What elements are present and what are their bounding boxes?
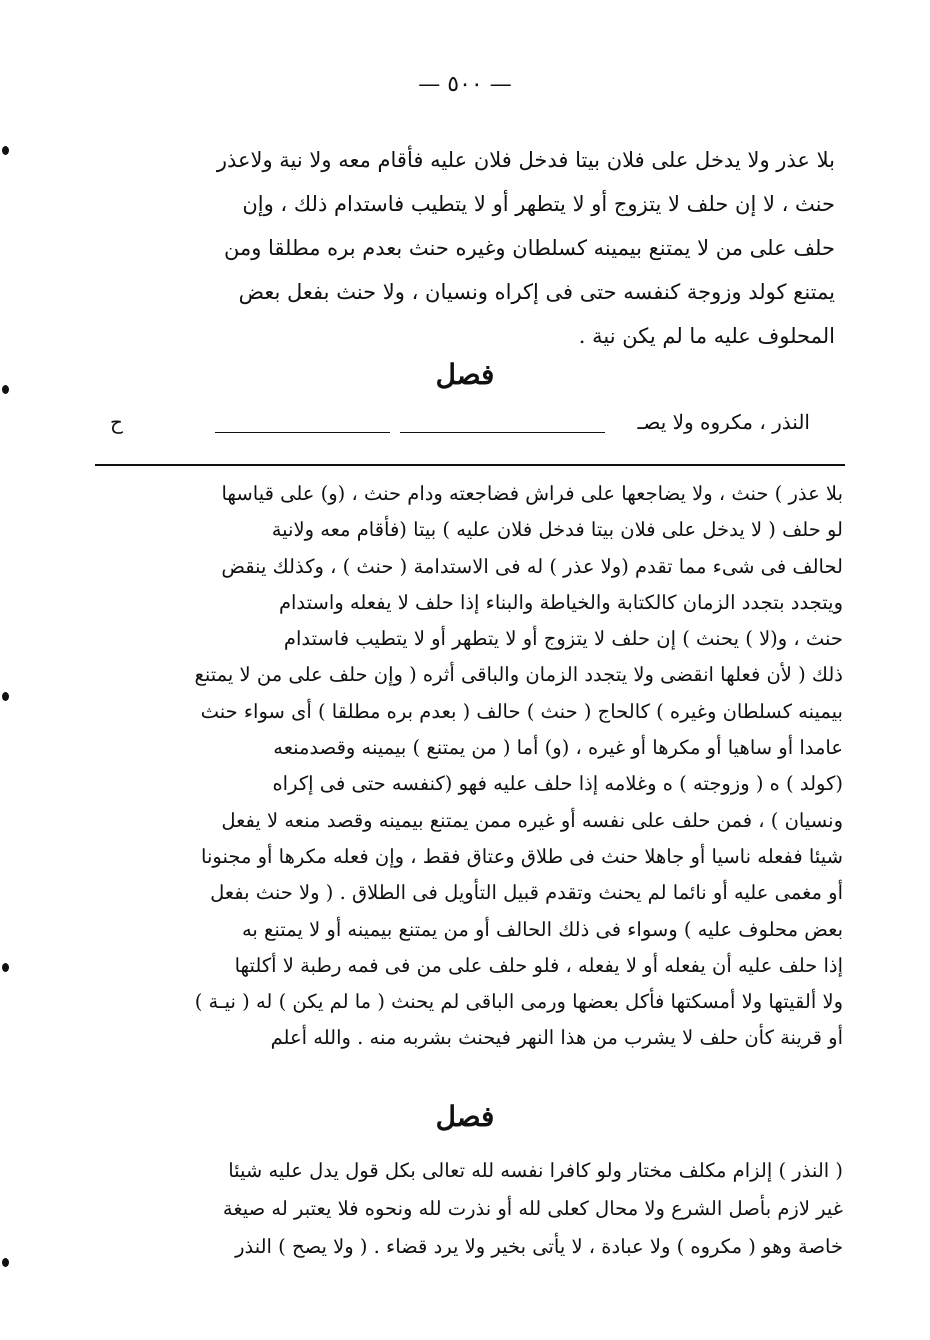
sharh-line: إذا حلف عليه أن يفعله أو لا يفعله ، فلو حلف على من فى فمه رطبة لا أكلتها xyxy=(234,953,843,977)
sharh-line: عامدا أو ساهيا أو مكرها أو غيره ، (و) أما ( من يمتنع ) بيمينه وقصدمنعه xyxy=(273,736,843,760)
catchword-end: ح xyxy=(110,410,123,434)
binding-hole-mark xyxy=(2,146,9,155)
matn-text-block xyxy=(105,138,835,358)
sharh-line: ونسيان ) ، فمن حلف على نفسه أو غيره ممن يمتنع بيمينه وقصد منعه لا يفعل xyxy=(221,808,843,832)
sharh-continuation-block xyxy=(100,1152,843,1266)
sharh-line: لحالف فى شىء مما تقدم (ولا عذر ) له فى الاستدامة ( حنث ) ، وكذلك ينقض xyxy=(221,554,843,578)
sharh-line: أو قرينة كأن حلف لا يشرب من هذا النهر فيحنث بشربه منه . والله أعلم xyxy=(270,1026,843,1050)
sharh-line: حنث ، و(لا ) يحنث ) إن حلف لا يتزوج أو لا يتطهر أو لا يتطيب فاستدام xyxy=(283,627,843,651)
catchword-text: النذر ، مكروه ولا يصـ xyxy=(637,410,810,434)
catchword-dash xyxy=(215,432,390,433)
sharh-line: ولا ألقيتها ولا أمسكتها فأكل بعضها ورمى الباقى لم يحنث ( ما لم يكن ) له ( نيـة ) xyxy=(194,990,843,1014)
matn-line: حنث ، لا إن حلف لا يتزوج أو لا يتطهر أو لا يتطيب فاستدام ذلك ، وإن xyxy=(242,192,835,216)
matn-line: يمتنع كولد وزوجة كنفسه حتى فى إكراه ونسيان ، ولا حنث بفعل بعض xyxy=(238,280,835,304)
sharh-line: بعض محلوف عليه ) وسواء فى ذلك الحالف أو من يمتنع بيمينه أو لا يمتنع به xyxy=(241,917,843,941)
matn-line: بلا عذر ولا يدخل على فلان بيتا فدخل فلان عليه فأقام معه ولا نية ولاعذر xyxy=(216,148,835,172)
matn-line: حلف على من لا يمتنع بيمينه كسلطان وغيره حنث بعدم بره مطلقا ومن xyxy=(223,236,835,260)
sharh-line: ويتجدد بتجدد الزمان كالكتابة والخياطة والبناء إذا حلف لا يفعله واستدام xyxy=(278,590,843,614)
separator-rule xyxy=(95,464,845,466)
catchword-dash xyxy=(400,432,605,433)
sharh-section-heading: فصل xyxy=(435,1100,495,1133)
sharh-line: خاصة وهو ( مكروه ) ولا عبادة ، لا يأتى بخير ولا يرد قضاء . ( ولا يصح ) النذر xyxy=(235,1235,843,1258)
matn-line: المحلوف عليه ما لم يكن نية . xyxy=(578,324,835,348)
catchword xyxy=(110,410,810,446)
sharh-line: لو حلف ( لا يدخل على فلان بيتا فدخل فلان عليه ) بيتا (فأقام معه ولانية xyxy=(271,518,843,542)
sharh-line: أو مغمى عليه أو نائما لم يحنث وتقدم قبيل التأويل فى الطلاق . ( ولا حنث بفعل xyxy=(210,881,843,905)
sharh-line: شيئا ففعله ناسيا أو جاهلا حنث فى طلاق وعتاق فقط ، وإن فعله مكرها أو مجنونا xyxy=(201,844,843,868)
sharh-line: ذلك ( لأن فعلها انقضى ولا يتجدد الزمان والباقى أثره ( وإن حلف على من لا يمتنع xyxy=(194,663,843,687)
sharh-text-block xyxy=(100,476,843,1057)
sharh-line: غير لازم بأصل الشرع ولا محال كعلى لله أو نذرت لله ونحوه فلا يعتبر له صيغة xyxy=(222,1197,843,1220)
page-number: — ٥٠٠ — xyxy=(418,72,512,97)
binding-hole-mark xyxy=(2,963,9,972)
sharh-line: ( النذر ) إلزام مكلف مختار ولو كافرا نفسه لله تعالى بكل قول يدل عليه شيئا xyxy=(228,1159,843,1182)
sharh-line: (كولد ) ه ( وزوجته ) ه وغلامه إذا حلف عليه فهو (كنفسه حتى فى إكراه xyxy=(272,772,843,796)
sharh-line: بلا عذر ) حنث ، ولا يضاجعها على فراش فضاجعته ودام حنث ، (و) على قياسها xyxy=(221,482,843,505)
binding-hole-mark xyxy=(2,385,9,394)
sharh-line: بيمينه كسلطان وغيره ) كالحاج ( حنث ) حالف ( بعدم بره مطلقا ) أى سواء حنث xyxy=(200,699,843,723)
binding-hole-mark xyxy=(2,692,9,701)
binding-hole-mark xyxy=(2,1258,9,1267)
matn-section-heading: فصل xyxy=(435,358,495,391)
